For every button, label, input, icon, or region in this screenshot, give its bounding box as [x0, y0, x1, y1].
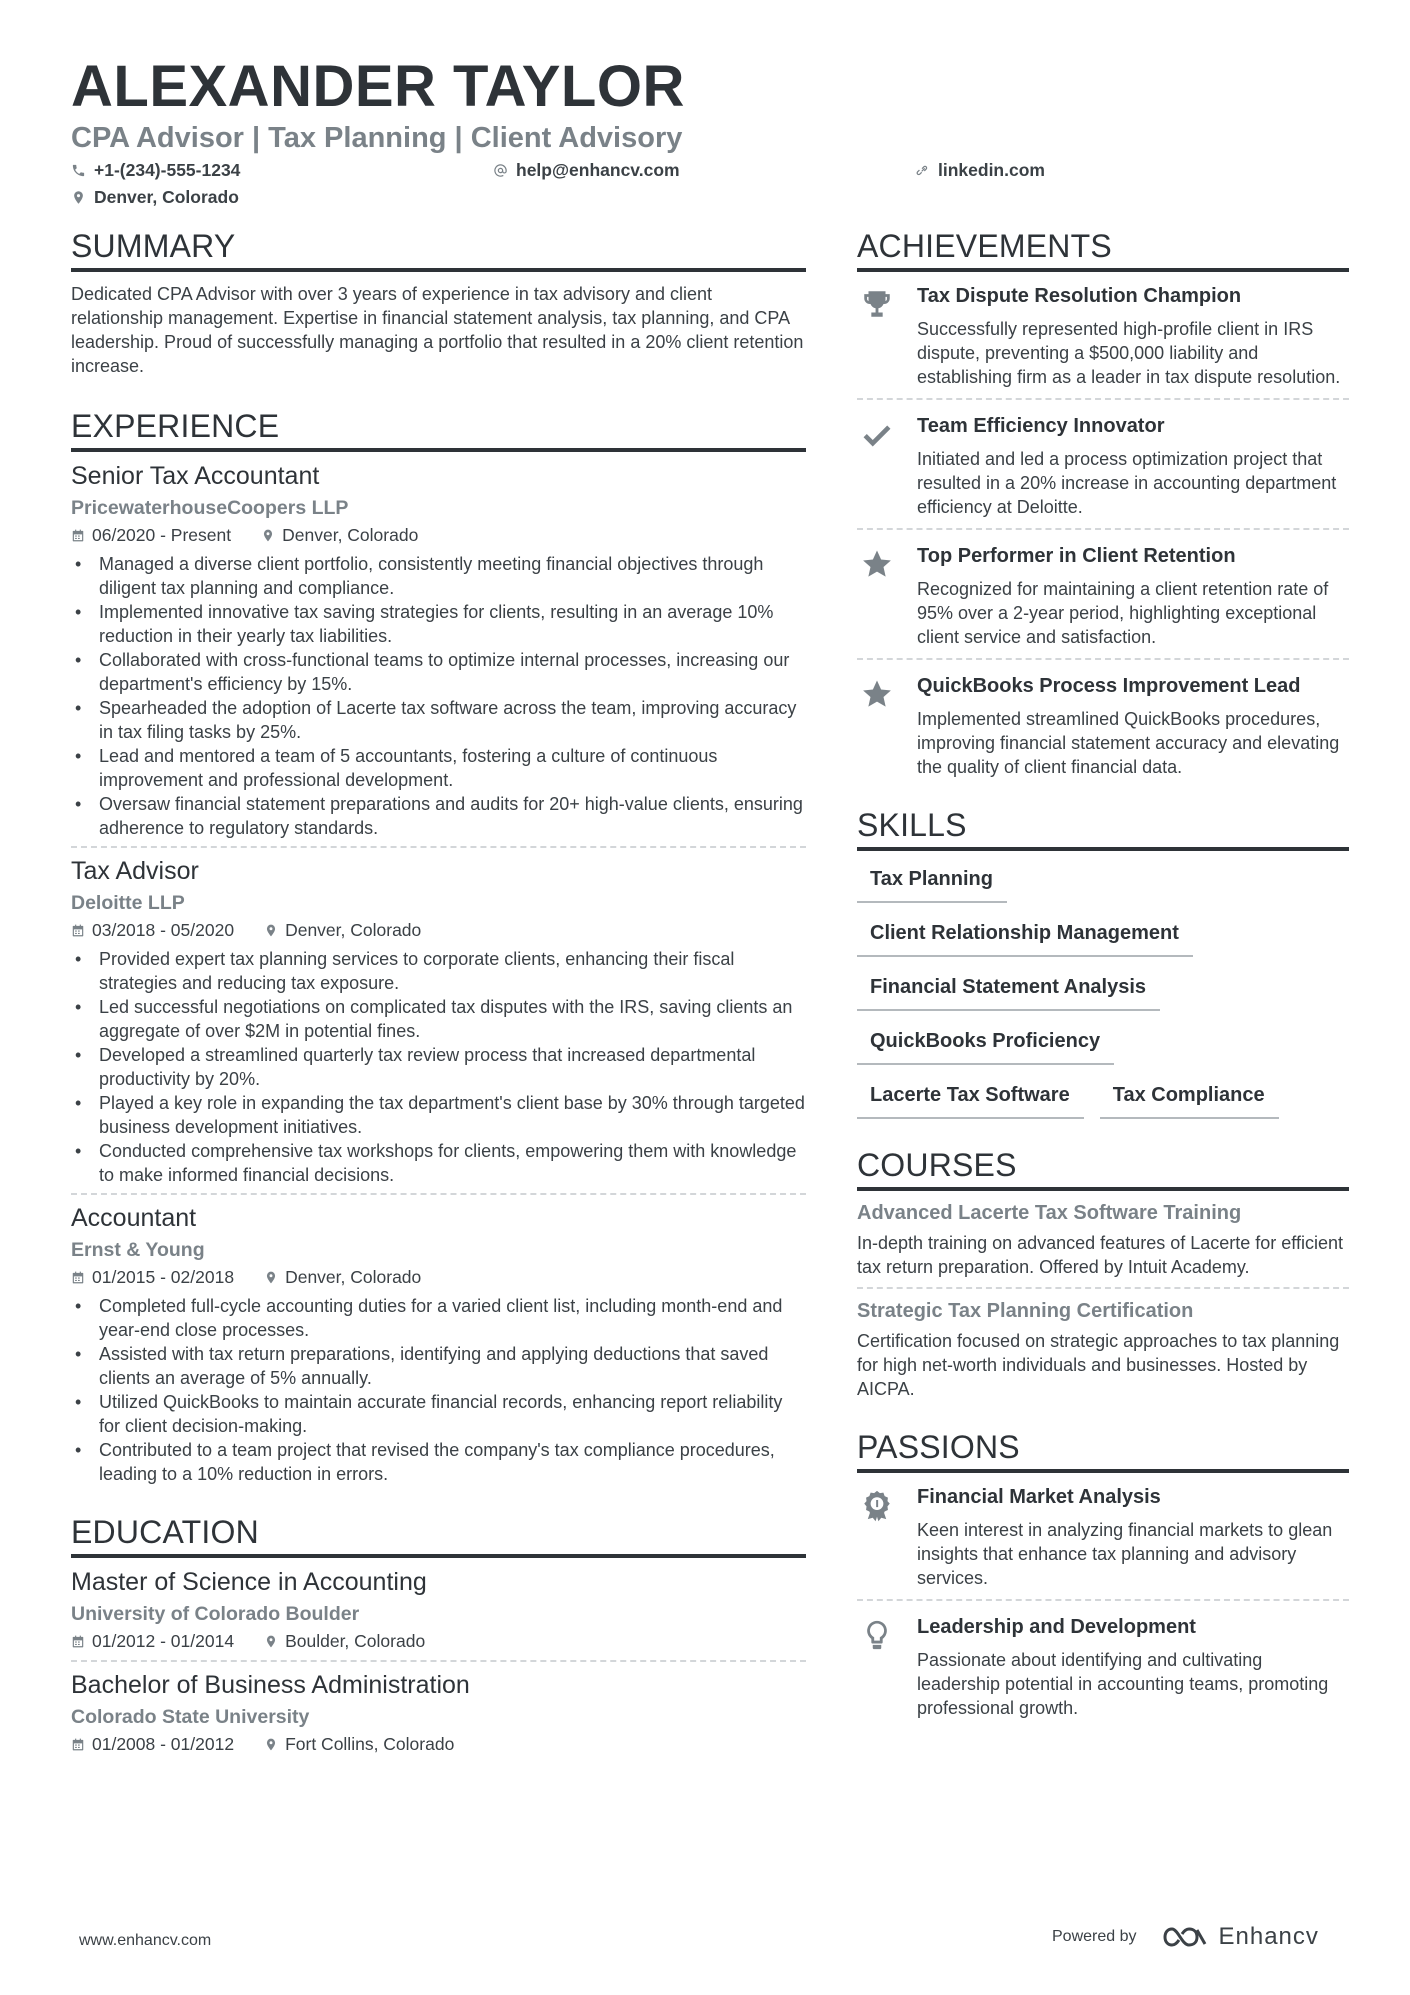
education-meta [71, 1630, 806, 1651]
job-meta [71, 524, 806, 545]
job-dates [71, 1266, 235, 1287]
left-column [71, 230, 806, 1753]
experience-item [71, 1206, 806, 1486]
phone-text: +1-(234)-555-1234 [94, 160, 241, 180]
divider [857, 1287, 1349, 1289]
job-meta [71, 1266, 806, 1287]
achievement-item [857, 546, 1349, 649]
star-icon [857, 546, 897, 582]
job-dates-text: 03/2018 - 05/2020 [92, 919, 235, 940]
passion-desc: Passionate about identifying and cultivating leadership potential in accounting teams, promoting professional growth. [917, 1650, 1329, 1718]
education-location [264, 1630, 426, 1651]
star-icon [857, 676, 897, 712]
calendar-icon [71, 1270, 85, 1285]
summary-text: Dedicated CPA Advisor with over 3 years of experience in tax advisory and client relationship management. Expertise in financial statement analysis, tax planning, and CPA leadership. Proud of successfully managing a portfolio that resulted in a 20% client retention increase. [71, 284, 804, 376]
achievement-title: Tax Dispute Resolution Champion [917, 285, 1242, 307]
skills-list [857, 857, 1349, 1119]
bullet-item: • Completed full-cycle accounting duties for a varied client list, including month-end and year-end close processes. [71, 1294, 806, 1342]
passion-title: Financial Market Analysis [917, 1486, 1161, 1508]
job-location-text: Denver, Colorado [285, 919, 422, 940]
calendar-icon [71, 528, 85, 543]
achievement-desc: Implemented streamlined QuickBooks procedures, improving financial statement accuracy and elevating the quality of client financial data. [917, 709, 1340, 777]
company-name: PricewaterhouseCoopers LLP [71, 497, 349, 519]
courses-section [857, 1149, 1349, 1401]
course-title: Advanced Lacerte Tax Software Training [857, 1202, 1242, 1224]
bullet-item: • Utilized QuickBooks to maintain accurate financial records, enhancing report reliability for client decision-making. [71, 1390, 806, 1438]
location-pin-icon [264, 1634, 278, 1649]
candidate-title: CPA Advisor | Tax Planning | Client Advisory [71, 122, 683, 154]
skill-tag: Client Relationship Management [857, 911, 1193, 957]
school-name: Colorado State University [71, 1706, 310, 1728]
divider [857, 1599, 1349, 1601]
education-dates-text: 01/2012 - 01/2014 [92, 1630, 235, 1651]
right-column [857, 230, 1349, 1720]
degree-title: Bachelor of Business Administration [71, 1671, 470, 1699]
education-meta [71, 1733, 806, 1754]
email-text: help@enhancv.com [516, 160, 680, 180]
bullet-item: • Conducted comprehensive tax workshops for clients, empowering them with knowledge to make informed financial decisions. [71, 1139, 806, 1187]
brand-name: Enhancv [1218, 1923, 1319, 1950]
linkedin-text: linkedin.com [938, 160, 1045, 180]
job-dates [71, 524, 232, 545]
bullet-item: • Implemented innovative tax saving strategies for clients, resulting in an average 10% reduction in their yearly tax liabilities. [71, 600, 806, 648]
passion-item [857, 1487, 1349, 1590]
section-title-achievements: ACHIEVEMENTS [857, 230, 1349, 272]
school-name: University of Colorado Boulder [71, 1603, 360, 1625]
education-item [71, 1673, 806, 1753]
skill-tag: Tax Planning [857, 857, 1007, 903]
location-text: Denver, Colorado [94, 187, 239, 207]
job-location [264, 919, 422, 940]
job-title: Senior Tax Accountant [71, 462, 320, 490]
footer-website-link[interactable]: www.enhancv.com [79, 1932, 212, 1949]
skill-tag: QuickBooks Proficiency [857, 1019, 1114, 1065]
contact-email[interactable] [493, 162, 680, 180]
skills-section [857, 809, 1349, 1119]
trophy-icon [857, 286, 897, 322]
education-dates-text: 01/2008 - 01/2012 [92, 1733, 235, 1754]
bullet-item: • Provided expert tax planning services to corporate clients, enhancing their fiscal strategies and reducing tax exposure. [71, 947, 806, 995]
section-title-summary: SUMMARY [71, 230, 806, 272]
bullet-item: • Assisted with tax return preparations, identifying and applying deductions that saved clients an average of 5% annually. [71, 1342, 806, 1390]
achievement-item [857, 286, 1349, 389]
education-dates [71, 1733, 235, 1754]
powered-by-text: Powered by [1052, 1928, 1137, 1945]
bullet-item: • Oversaw financial statement preparations and audits for 20+ high-value clients, ensuring adherence to regulatory standards. [71, 792, 806, 840]
passion-item [857, 1617, 1349, 1720]
course-item [857, 1203, 1349, 1279]
divider [857, 528, 1349, 530]
calendar-icon [71, 923, 85, 938]
company-name: Deloitte LLP [71, 892, 185, 914]
passion-desc: Keen interest in analyzing financial markets to glean insights that enhance tax planning and advisory services. [917, 1520, 1333, 1588]
lightbulb-icon [857, 1617, 897, 1653]
bullet-item: • Led successful negotiations on complicated tax disputes with the IRS, saving clients an aggregate of over $2M in potential fines. [71, 995, 806, 1043]
divider [71, 846, 806, 848]
section-title-education: EDUCATION [71, 1516, 806, 1558]
summary-section [71, 230, 806, 378]
bullet-item: • Played a key role in expanding the tax department's client base by 30% through targeted business development initiatives. [71, 1091, 806, 1139]
achievement-desc: Successfully represented high-profile client in IRS dispute, preventing a $500,000 liability and establishing firm as a leader in tax dispute resolution. [917, 319, 1341, 387]
divider [857, 398, 1349, 400]
brand-logo[interactable] [1161, 1923, 1319, 1951]
passion-title: Leadership and Development [917, 1616, 1196, 1638]
candidate-name: ALEXANDER TAYLOR [71, 54, 685, 119]
job-location [264, 1266, 422, 1287]
location-pin-icon [264, 1737, 278, 1752]
bullet-item: • Lead and mentored a team of 5 accountants, fostering a culture of continuous improvement and professional development. [71, 744, 806, 792]
job-dates-text: 06/2020 - Present [92, 524, 232, 545]
education-dates [71, 1630, 235, 1651]
section-title-experience: EXPERIENCE [71, 410, 806, 452]
enhancv-logo-icon [1161, 1924, 1209, 1950]
location-pin-icon [71, 190, 86, 205]
calendar-icon [71, 1737, 85, 1752]
achievement-title: Top Performer in Client Retention [917, 545, 1236, 567]
job-bullets [71, 1294, 806, 1486]
experience-item [71, 464, 806, 840]
divider [71, 1660, 806, 1662]
job-title: Tax Advisor [71, 857, 199, 885]
achievement-item [857, 416, 1349, 519]
achievements-section [857, 230, 1349, 779]
education-item [71, 1570, 806, 1650]
job-location [261, 524, 419, 545]
location-pin-icon [264, 923, 278, 938]
calendar-icon [71, 1634, 85, 1649]
link-icon [915, 163, 930, 178]
course-item [857, 1301, 1349, 1401]
bullet-item: • Collaborated with cross-functional teams to optimize internal processes, increasing our department's efficiency by 15%. [71, 648, 806, 696]
phone-icon [71, 163, 86, 178]
course-title: Strategic Tax Planning Certification [857, 1300, 1194, 1322]
bullet-item: • Contributed to a team project that revised the company's tax compliance procedures, leading to a 10% reduction in errors. [71, 1438, 806, 1486]
achievement-desc: Recognized for maintaining a client retention rate of 95% over a 2-year period, highlighting exceptional client service and satisfaction. [917, 579, 1329, 647]
achievement-title: Team Efficiency Innovator [917, 415, 1165, 437]
divider [71, 1193, 806, 1195]
divider [857, 658, 1349, 660]
achievement-desc: Initiated and led a process optimization project that resulted in a 20% increase in accounting department efficiency at Deloitte. [917, 449, 1337, 517]
experience-item [71, 859, 806, 1187]
medal-icon [857, 1487, 897, 1523]
section-title-courses: COURSES [857, 1149, 1349, 1191]
job-meta [71, 919, 806, 940]
bullet-item: • Spearheaded the adoption of Lacerte tax software across the team, improving accuracy in tax filing tasks by 25%. [71, 696, 806, 744]
at-icon [493, 163, 508, 178]
section-title-skills: SKILLS [857, 809, 1349, 851]
job-bullets [71, 552, 806, 840]
education-location [264, 1733, 455, 1754]
job-location-text: Denver, Colorado [282, 524, 419, 545]
company-name: Ernst & Young [71, 1239, 205, 1261]
job-dates [71, 919, 235, 940]
contact-location [71, 189, 239, 207]
achievement-title: QuickBooks Process Improvement Lead [917, 675, 1301, 697]
course-desc: Certification focused on strategic approaches to tax planning for high net-worth individuals and businesses. Hosted by AICPA. [857, 1331, 1340, 1399]
check-icon [857, 416, 897, 452]
achievement-item [857, 676, 1349, 779]
job-bullets [71, 947, 806, 1187]
skill-tag: Lacerte Tax Software [857, 1073, 1084, 1119]
location-pin-icon [264, 1270, 278, 1285]
job-title: Accountant [71, 1204, 197, 1232]
job-dates-text: 01/2015 - 02/2018 [92, 1266, 235, 1287]
section-title-passions: PASSIONS [857, 1431, 1349, 1473]
degree-title: Master of Science in Accounting [71, 1568, 427, 1596]
skill-tag: Tax Compliance [1100, 1073, 1279, 1119]
experience-section [71, 410, 806, 1486]
skill-tag: Financial Statement Analysis [857, 965, 1160, 1011]
passions-section [857, 1431, 1349, 1720]
contact-phone[interactable] [71, 162, 240, 180]
location-pin-icon [261, 528, 275, 543]
footer-branding [1052, 1923, 1319, 1951]
education-location-text: Boulder, Colorado [285, 1630, 426, 1651]
course-desc: In-depth training on advanced features of Lacerte for efficient tax return preparation. Offered by Intuit Academy. [857, 1233, 1343, 1277]
bullet-item: • Developed a streamlined quarterly tax review process that increased departmental productivity by 20%. [71, 1043, 806, 1091]
bullet-item: • Managed a diverse client portfolio, consistently meeting financial objectives through diligent tax planning and compliance. [71, 552, 806, 600]
job-location-text: Denver, Colorado [285, 1266, 422, 1287]
education-section [71, 1516, 806, 1753]
education-location-text: Fort Collins, Colorado [285, 1733, 455, 1754]
contact-linkedin[interactable] [915, 162, 1045, 180]
